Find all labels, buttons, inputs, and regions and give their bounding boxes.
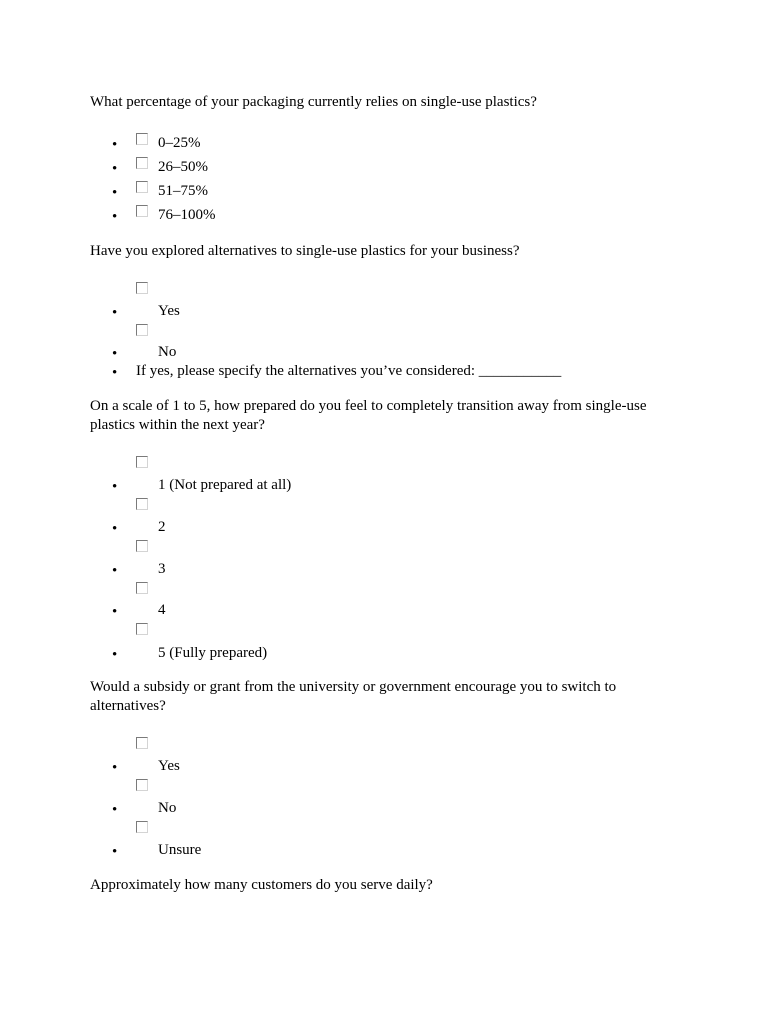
bullet: • <box>112 137 118 153</box>
option-label-prepared-5: 5 (Fully prepared) <box>158 645 268 661</box>
option-label-prepared-4: 4 <box>158 602 166 618</box>
option-label-26-50: 26–50% <box>158 159 208 175</box>
checkbox-0-25[interactable] <box>136 133 148 145</box>
question-explored-alternatives: Have you explored alternatives to single-use plastics for your business? <box>90 243 520 259</box>
checkbox-subsidy-no[interactable] <box>136 779 148 791</box>
option-label-0-25: 0–25% <box>158 135 201 151</box>
option-label-alternatives-no: No <box>158 344 177 360</box>
checkbox-26-50[interactable] <box>136 157 148 169</box>
checkbox-subsidy-yes[interactable] <box>136 737 148 749</box>
bullet: • <box>112 760 118 776</box>
bullet: • <box>112 802 118 818</box>
question-daily-customers: Approximately how many customers do you serve daily? <box>90 877 433 893</box>
option-label-prepared-3: 3 <box>158 561 166 577</box>
option-label-76-100: 76–100% <box>158 207 216 223</box>
checkbox-alternatives-yes[interactable] <box>136 282 148 294</box>
checkbox-51-75[interactable] <box>136 181 148 193</box>
bullet: • <box>112 479 118 495</box>
bullet: • <box>112 346 118 362</box>
bullet: • <box>112 305 118 321</box>
checkbox-76-100[interactable] <box>136 205 148 217</box>
bullet: • <box>112 521 118 537</box>
option-label-subsidy-no: No <box>158 800 177 816</box>
checkbox-prepared-3[interactable] <box>136 540 148 552</box>
question-transition-preparedness: On a scale of 1 to 5, how prepared do you feel to completely transition away from single-use plastics within the next year? <box>90 398 647 433</box>
bullet: • <box>112 161 118 177</box>
question-packaging-percentage: What percentage of your packaging currently relies on single-use plastics? <box>90 94 537 110</box>
option-label-51-75: 51–75% <box>158 183 208 199</box>
question-subsidy-encouragement: Would a subsidy or grant from the university or government encourage you to switch to alternatives? <box>90 679 617 714</box>
checkbox-prepared-5[interactable] <box>136 623 148 635</box>
option-label-subsidy-yes: Yes <box>158 758 180 774</box>
bullet: • <box>112 185 118 201</box>
bullet: • <box>112 563 118 579</box>
bullet: • <box>112 844 118 860</box>
option-label-prepared-1: 1 (Not prepared at all) <box>158 477 292 493</box>
checkbox-alternatives-no[interactable] <box>136 324 148 336</box>
bullet: • <box>112 365 118 381</box>
bullet: • <box>112 209 118 225</box>
option-label-alternatives-yes: Yes <box>158 303 180 319</box>
bullet: • <box>112 647 118 663</box>
bullet: • <box>112 604 118 620</box>
checkbox-subsidy-unsure[interactable] <box>136 821 148 833</box>
checkbox-prepared-4[interactable] <box>136 582 148 594</box>
alternatives-specify-field[interactable]: If yes, please specify the alternatives you’ve considered: ___________ <box>136 363 562 379</box>
option-label-prepared-2: 2 <box>158 519 166 535</box>
option-label-subsidy-unsure: Unsure <box>158 842 202 858</box>
checkbox-prepared-1[interactable] <box>136 456 148 468</box>
checkbox-prepared-2[interactable] <box>136 498 148 510</box>
